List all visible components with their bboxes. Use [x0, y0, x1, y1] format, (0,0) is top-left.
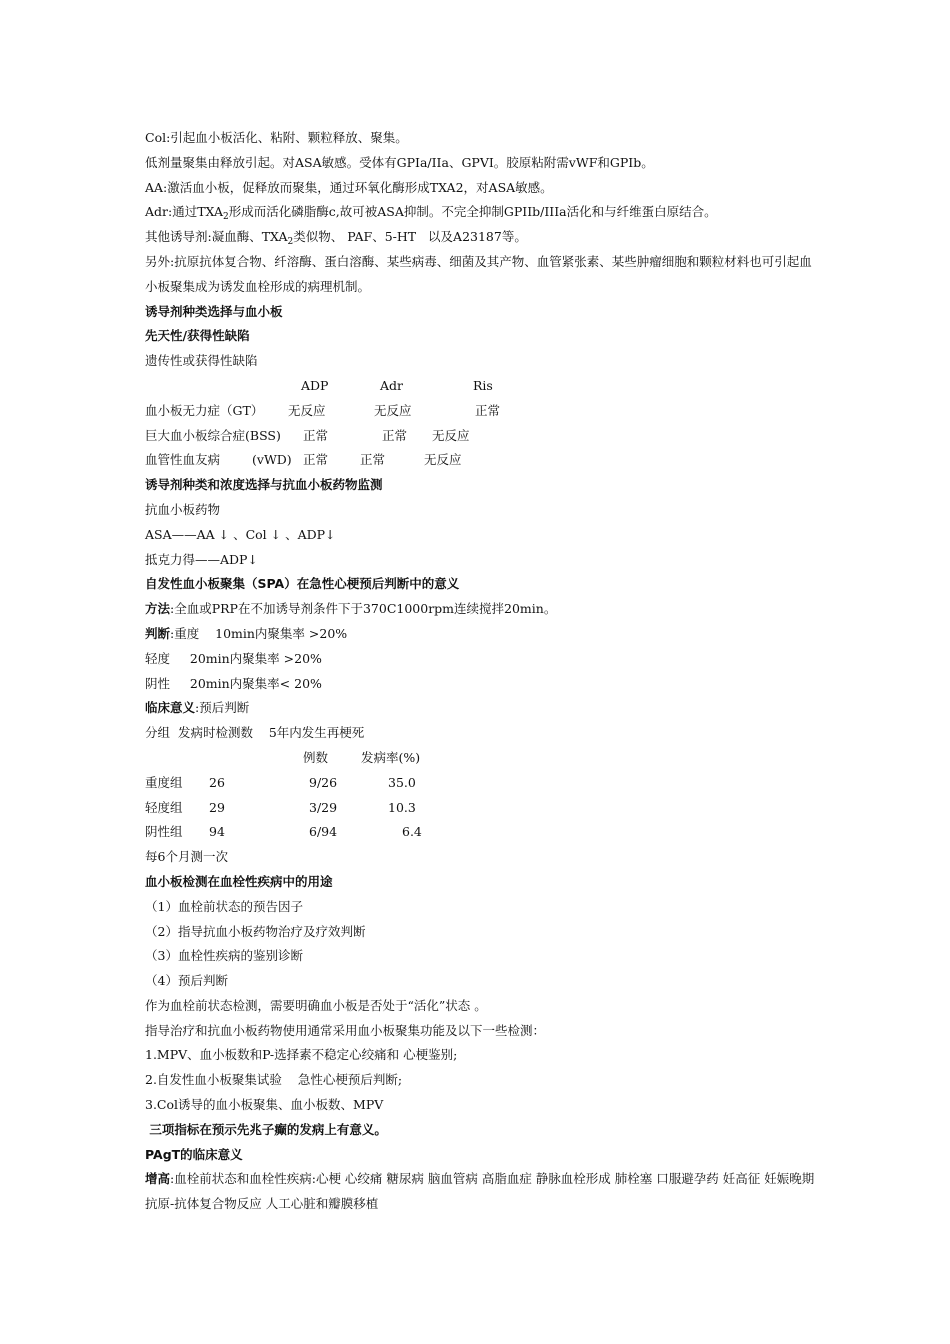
col-header-adp: ADP — [301, 377, 329, 393]
row-rate: 6.4 — [402, 824, 422, 840]
other-subscript: 2 — [287, 237, 294, 248]
list-item: （2）指导抗血小板药物治疗及疗效判断 — [145, 923, 366, 939]
row-n: 94 — [209, 824, 225, 840]
section5-heading: PAgT的临床意义 — [145, 1146, 243, 1162]
row-ris: 无反应 — [424, 452, 462, 468]
row-group: 阴性组 — [145, 824, 183, 840]
col-header-cases: 例数 — [303, 749, 329, 765]
spa-table-row — [145, 796, 815, 821]
method-line — [145, 597, 815, 622]
increase-text: :血栓前状态和血栓性疾病:心梗 心绞痛 糖尿病 脑血管病 高脂血症 静脉血栓形成 肺栓塞 口服避孕药 妊高征 妊娠晚期 抗原-抗体复合物反应 人工心脏和瓣膜移植 — [145, 1171, 815, 1212]
numbered-item: 1.MPV、血小板数和P-选择素不稳定心绞痛和 心梗鉴别; — [145, 1047, 458, 1063]
adr-subscript: 2 — [223, 212, 229, 223]
method-label: 方法 — [145, 601, 171, 617]
judge-line — [145, 622, 815, 647]
judge-text: :重度 10min内聚集率 >20% — [170, 625, 348, 641]
adr-text-b: 形成而活化磷脂酶c,故可被ASA抑制。不完全抑制GPIIb/IIIa活化和与纤维蛋白原结合。 — [228, 204, 717, 220]
row-n: 26 — [209, 774, 225, 790]
row-rate: 10.3 — [388, 799, 416, 815]
activation-paragraph: 作为血栓前状态检测，需要明确血小板是否处于“活化”状态 。 — [145, 997, 487, 1013]
row-name: 血管性血友病 — [145, 452, 221, 468]
row-rate: 35.0 — [388, 774, 416, 790]
section1-subheading: 先天性/获得性缺陷 — [145, 328, 250, 344]
row-name: 巨大血小板综合症(BSS) — [145, 427, 281, 443]
spa-table-header-1: 分组 发病时检测数 5年内发生再梗死 — [145, 725, 365, 741]
section1-caption: 遗传性或获得性缺陷 — [145, 353, 258, 369]
row-n: 29 — [209, 799, 225, 815]
aa-paragraph: AA:激活血小板，促释放而聚集，通过环氧化酶形成TXA2，对ASA敏感。 — [145, 179, 553, 195]
row-adp: 正常 — [303, 452, 329, 468]
also-paragraph: 另外:抗原抗体复合物、纤溶酶、蛋白溶酶、某些病毒、细菌及其产物、血管紧张素、某些肿瘤细胞和颗粒材料也可引起血小板聚集成为诱发血栓形成的病理机制。 — [145, 253, 812, 294]
asa-line: ASA——AA ↓ 、Col ↓ 、ADP↓ — [145, 526, 336, 542]
defect-table-row — [145, 399, 815, 424]
negative-line: 阴性 20min内聚集率< 20% — [145, 675, 322, 691]
row-adr: 正常 — [382, 427, 408, 443]
row-extra: (vWD) — [252, 452, 292, 468]
defect-table-row — [145, 424, 815, 449]
row-adr: 无反应 — [374, 402, 412, 418]
numbered-item: 3.Col诱导的血小板聚集、血小板数、MPV — [145, 1097, 384, 1113]
section2-caption: 抗血小板药物 — [145, 501, 221, 517]
ticlid-line: 抵克力得——ADP↓ — [145, 551, 258, 567]
spa-table-row — [145, 820, 815, 845]
low-dose-paragraph: 低剂量聚集由释放引起。对ASA敏感。受体有GPIa/IIa、GPVI。胶原粘附需vWF和GPIb。 — [145, 154, 654, 170]
clinical-text: :预后判断 — [195, 700, 250, 716]
row-adr: 正常 — [360, 452, 386, 468]
clinical-line — [145, 696, 815, 721]
judge-label: 判断 — [145, 625, 171, 641]
other-inducers-paragraph — [145, 225, 815, 250]
section2-heading: 诱导剂种类和浓度选择与抗血小板药物监测 — [145, 477, 383, 493]
row-adp: 无反应 — [288, 402, 326, 418]
increase-label: 增高 — [145, 1171, 171, 1187]
row-ris: 正常 — [475, 402, 501, 418]
col-header-ris: Ris — [473, 377, 493, 393]
list-item: （3）血栓性疾病的鉴别诊断 — [145, 948, 303, 964]
row-cases: 3/29 — [309, 799, 338, 815]
other-text-a: 其他诱导剂:凝血酶、TXA — [145, 229, 288, 245]
row-adp: 正常 — [303, 427, 329, 443]
defect-table-header — [145, 374, 815, 399]
adr-text-a: Adr:通过TXA — [145, 204, 224, 220]
col-header-adr: Adr — [380, 377, 404, 393]
list-item: （4）预后判断 — [145, 973, 228, 989]
document-body — [145, 126, 815, 1217]
col-header-rate: 发病率(%) — [361, 749, 421, 765]
light-line: 轻度 20min内聚集率 >20% — [145, 650, 322, 666]
spa-table-row — [145, 771, 815, 796]
method-text: :全血或PRP在不加诱导剂条件下于370C1000rpm连续搅拌20min。 — [170, 601, 557, 617]
row-name: 血小板无力症（GT） — [145, 402, 264, 418]
numbered-item-continuation: 三项指标在预示先兆子癫的发病上有意义。 — [145, 1121, 387, 1137]
numbered-item: 2.自发性血小板聚集试验 急性心梗预后判断; — [145, 1072, 403, 1088]
other-text-b: 类似物、 PAF、5-HT 以及A23187等。 — [293, 229, 527, 245]
section4-heading: 血小板检测在血栓性疾病中的用途 — [145, 873, 333, 889]
section3-heading: 自发性血小板聚集（SPA）在急性心梗预后判断中的意义 — [145, 576, 460, 592]
section1-heading: 诱导剂种类选择与血小板 — [145, 303, 283, 319]
guidance-paragraph: 指导治疗和抗血小板药物使用通常采用血小板聚集功能及以下一些检测： — [145, 1022, 546, 1038]
defect-table-row — [145, 448, 815, 473]
row-ris: 无反应 — [432, 427, 470, 443]
adr-paragraph — [145, 200, 815, 225]
clinical-label: 临床意义 — [145, 700, 196, 716]
col-paragraph: Col:引起血小板活化、粘附、颗粒释放、聚集。 — [145, 130, 408, 145]
row-group: 轻度组 — [145, 799, 183, 815]
increase-paragraph — [145, 1167, 815, 1217]
row-cases: 9/26 — [309, 774, 338, 790]
spa-table-header-2 — [145, 746, 815, 771]
row-cases: 6/94 — [309, 824, 338, 840]
list-item: （1）血栓前状态的预告因子 — [145, 898, 303, 914]
row-group: 重度组 — [145, 774, 183, 790]
frequency-note: 每6个月测一次 — [145, 849, 228, 865]
